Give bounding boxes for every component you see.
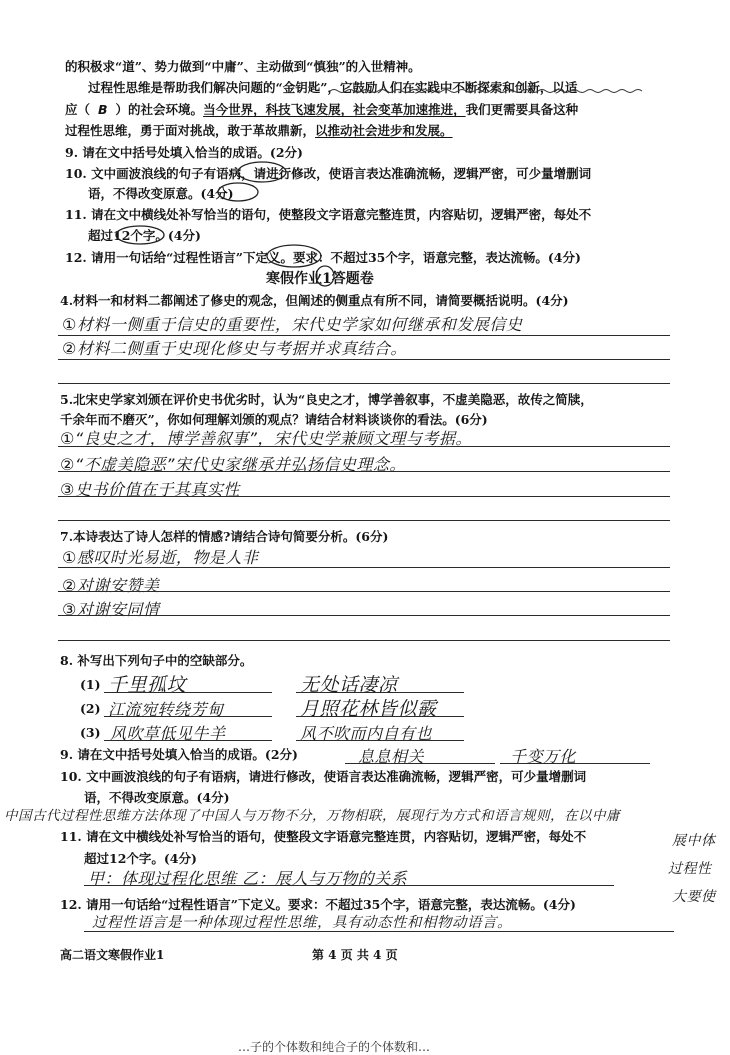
- answer-rule: [84, 931, 674, 932]
- page-number: 第 4 页 共 4 页: [312, 948, 398, 962]
- fill-blank-rule: [104, 740, 272, 741]
- q8-item-2-left: 江流宛转绕芳甸: [108, 700, 224, 719]
- answer-rule: [58, 383, 670, 384]
- q8-item-3-right: 风不吹而内自有也: [300, 724, 433, 743]
- answer-5-line-2: ②“不虚美隐恶”宋代史家继承并弘扬信史理念。: [60, 455, 406, 474]
- answer-10: 中国古代过程性思维方法体现了中国人与万物不分，万物相联，展现行为方式和语言规则，在以中庸: [4, 808, 620, 824]
- answer-7-line-1: ①感叹时光易逝，物是人非: [62, 548, 259, 567]
- q8-item-2-right: 月照花林皆似霰: [300, 698, 437, 720]
- next-page-cutoff-text: …子的个体数和纯合子的个体数和…: [238, 1040, 431, 1054]
- fill-blank-rule: [104, 716, 272, 717]
- question-9: 9. 请在文中括号处填入恰当的成语。(2分): [60, 747, 298, 762]
- fill-blank-rule: [104, 692, 272, 693]
- q8-item-1-right: 无处话凄凉: [300, 674, 398, 696]
- q8-item-3-num: (3): [80, 725, 101, 740]
- question-8-prompt: 8. 补写出下列句子中的空缺部分。: [60, 653, 253, 668]
- underlined-sentence-2: 以推动社会进步和发展。: [315, 123, 453, 138]
- answer-rule: [58, 496, 670, 497]
- passage-line-1: 的积极求“道”、势力做到“中庸”、主动做到“慎独”的入世精神。: [65, 59, 421, 74]
- bracket-answer: B: [98, 102, 108, 117]
- fill-blank-rule: [296, 716, 464, 717]
- q8-item-3-left: 风吹草低见牛羊: [110, 724, 226, 743]
- top-question-12: 12. 请用一句话给“过程性语言”下定义。要求：不超过35个字，语意完整，表达流畅。(4分): [65, 250, 581, 265]
- answer-5-line-3: ③史书价值在于其真实性: [60, 480, 240, 499]
- answer-4-line-1: ①材料一侧重于信史的重要性，宋代史学家如何继承和发展信史: [62, 315, 523, 334]
- q8-item-1-num: (1): [80, 677, 101, 692]
- question-7-prompt: 7.本诗表达了诗人怎样的情感?请结合诗句简要分析。(6分): [60, 529, 389, 544]
- question-11-b: 超过12个字。(4分): [84, 851, 197, 866]
- q8-item-1-left: 千里孤坟: [108, 674, 187, 696]
- question-10-b: 语，不得改变原意。(4分): [84, 790, 230, 805]
- question-12: 12. 请用一句话给“过程性语言”下定义。要求：不超过35个字，语意完整，表达流畅。(4分): [60, 897, 576, 912]
- fill-blank-rule: [296, 692, 464, 693]
- answer-9-second: 千变万化: [510, 747, 577, 766]
- fill-blank-rule: [345, 763, 495, 764]
- margin-note-2: 过程性: [668, 861, 712, 877]
- answer-rule: [58, 640, 670, 641]
- passage-line-2: 过程性思维是帮助我们解决问题的“金钥匙”，它鼓励人们在实践中不断探索和创新，以适: [88, 80, 578, 95]
- answer-rule: [58, 359, 670, 360]
- answer-rule: [84, 885, 614, 886]
- margin-note-1: 展中体: [672, 833, 716, 849]
- answer-4-line-2: ②材料二侧重于史现化修史与考据并求真结合。: [62, 339, 407, 358]
- answer-rule: [58, 591, 670, 592]
- margin-note-3: 大要使: [672, 889, 716, 905]
- answer-rule: [58, 520, 670, 521]
- question-10-a: 10. 文中画波浪线的句子有语病，请进行修改，使语言表达准确流畅，逻辑严密，可少量增删词: [60, 769, 587, 784]
- answer-rule: [58, 471, 670, 472]
- question-11-a: 11. 请在文中横线处补写恰当的语句，使整段文字语意完整连贯，内容贴切，逻辑严密，每处不: [60, 829, 587, 844]
- passage-line-3: 应（ B ）的社会环境。当今世界，科技飞速发展，社会变革加速推进，我们更需要具备这种: [65, 102, 579, 117]
- question-4-prompt: 4.材料一和材料二都阐述了修史的观念，但阐述的侧重点有所不同，请简要概括说明。(4分): [60, 293, 569, 308]
- footer-title: 高二语文寒假作业1: [60, 948, 165, 962]
- answer-12: 过程性语言是一种体现过程性思维，具有动态性和相物动语言。: [92, 915, 512, 931]
- top-question-10-a: 10. 文中画波浪线的句子有语病，请进行修改，使语言表达准确流畅，逻辑严密，可少量增删词: [65, 166, 592, 181]
- q8-item-2-num: (2): [80, 701, 101, 716]
- top-question-11-a: 11. 请在文中横线处补写恰当的语句，使整段文字语意完整连贯，内容贴切，逻辑严密，每处不: [65, 207, 592, 222]
- answer-sheet-title: 寒假作业1答题卷: [266, 271, 374, 287]
- answer-rule: [58, 446, 670, 447]
- underlined-sentence-1: 当今世界，科技飞速发展，社会变革加速推进，: [203, 102, 466, 117]
- fill-blank-rule: [296, 740, 464, 741]
- answer-5-line-1: ①“良史之才，博学善叙事”，宋代史学兼顾文理与考据。: [60, 429, 472, 448]
- passage-line-4: 过程性思维，勇于面对挑战，敢于革故鼎新，以推动社会进步和发展。: [65, 123, 453, 138]
- answer-11: 甲：体现过程化思维 乙：展人与万物的关系: [88, 869, 408, 888]
- answer-rule: [58, 615, 670, 616]
- fill-blank-rule: [500, 763, 650, 764]
- answer-rule: [58, 567, 670, 568]
- question-5-prompt-b: 千余年而不磨灭”，你如何理解刘颁的观点？请结合材料谈谈你的看法。(6分): [60, 412, 488, 427]
- top-question-9: 9. 请在文中括号处填入恰当的成语。(2分): [65, 145, 303, 160]
- answer-9-first: 息息相关: [358, 747, 425, 766]
- top-question-10-b: 语，不得改变原意。(4分): [88, 186, 234, 201]
- answer-7-line-3: ③对谢安同情: [62, 600, 160, 619]
- answer-7-line-2: ②对谢安赞美: [62, 576, 160, 595]
- top-question-11-b: 超过12个字。(4分): [88, 228, 201, 243]
- question-5-prompt-a: 5.北宋史学家刘颁在评价史书优劣时，认为“良史之才，博学善叙事，不虚美隐恶，故传之简牍，: [60, 392, 593, 407]
